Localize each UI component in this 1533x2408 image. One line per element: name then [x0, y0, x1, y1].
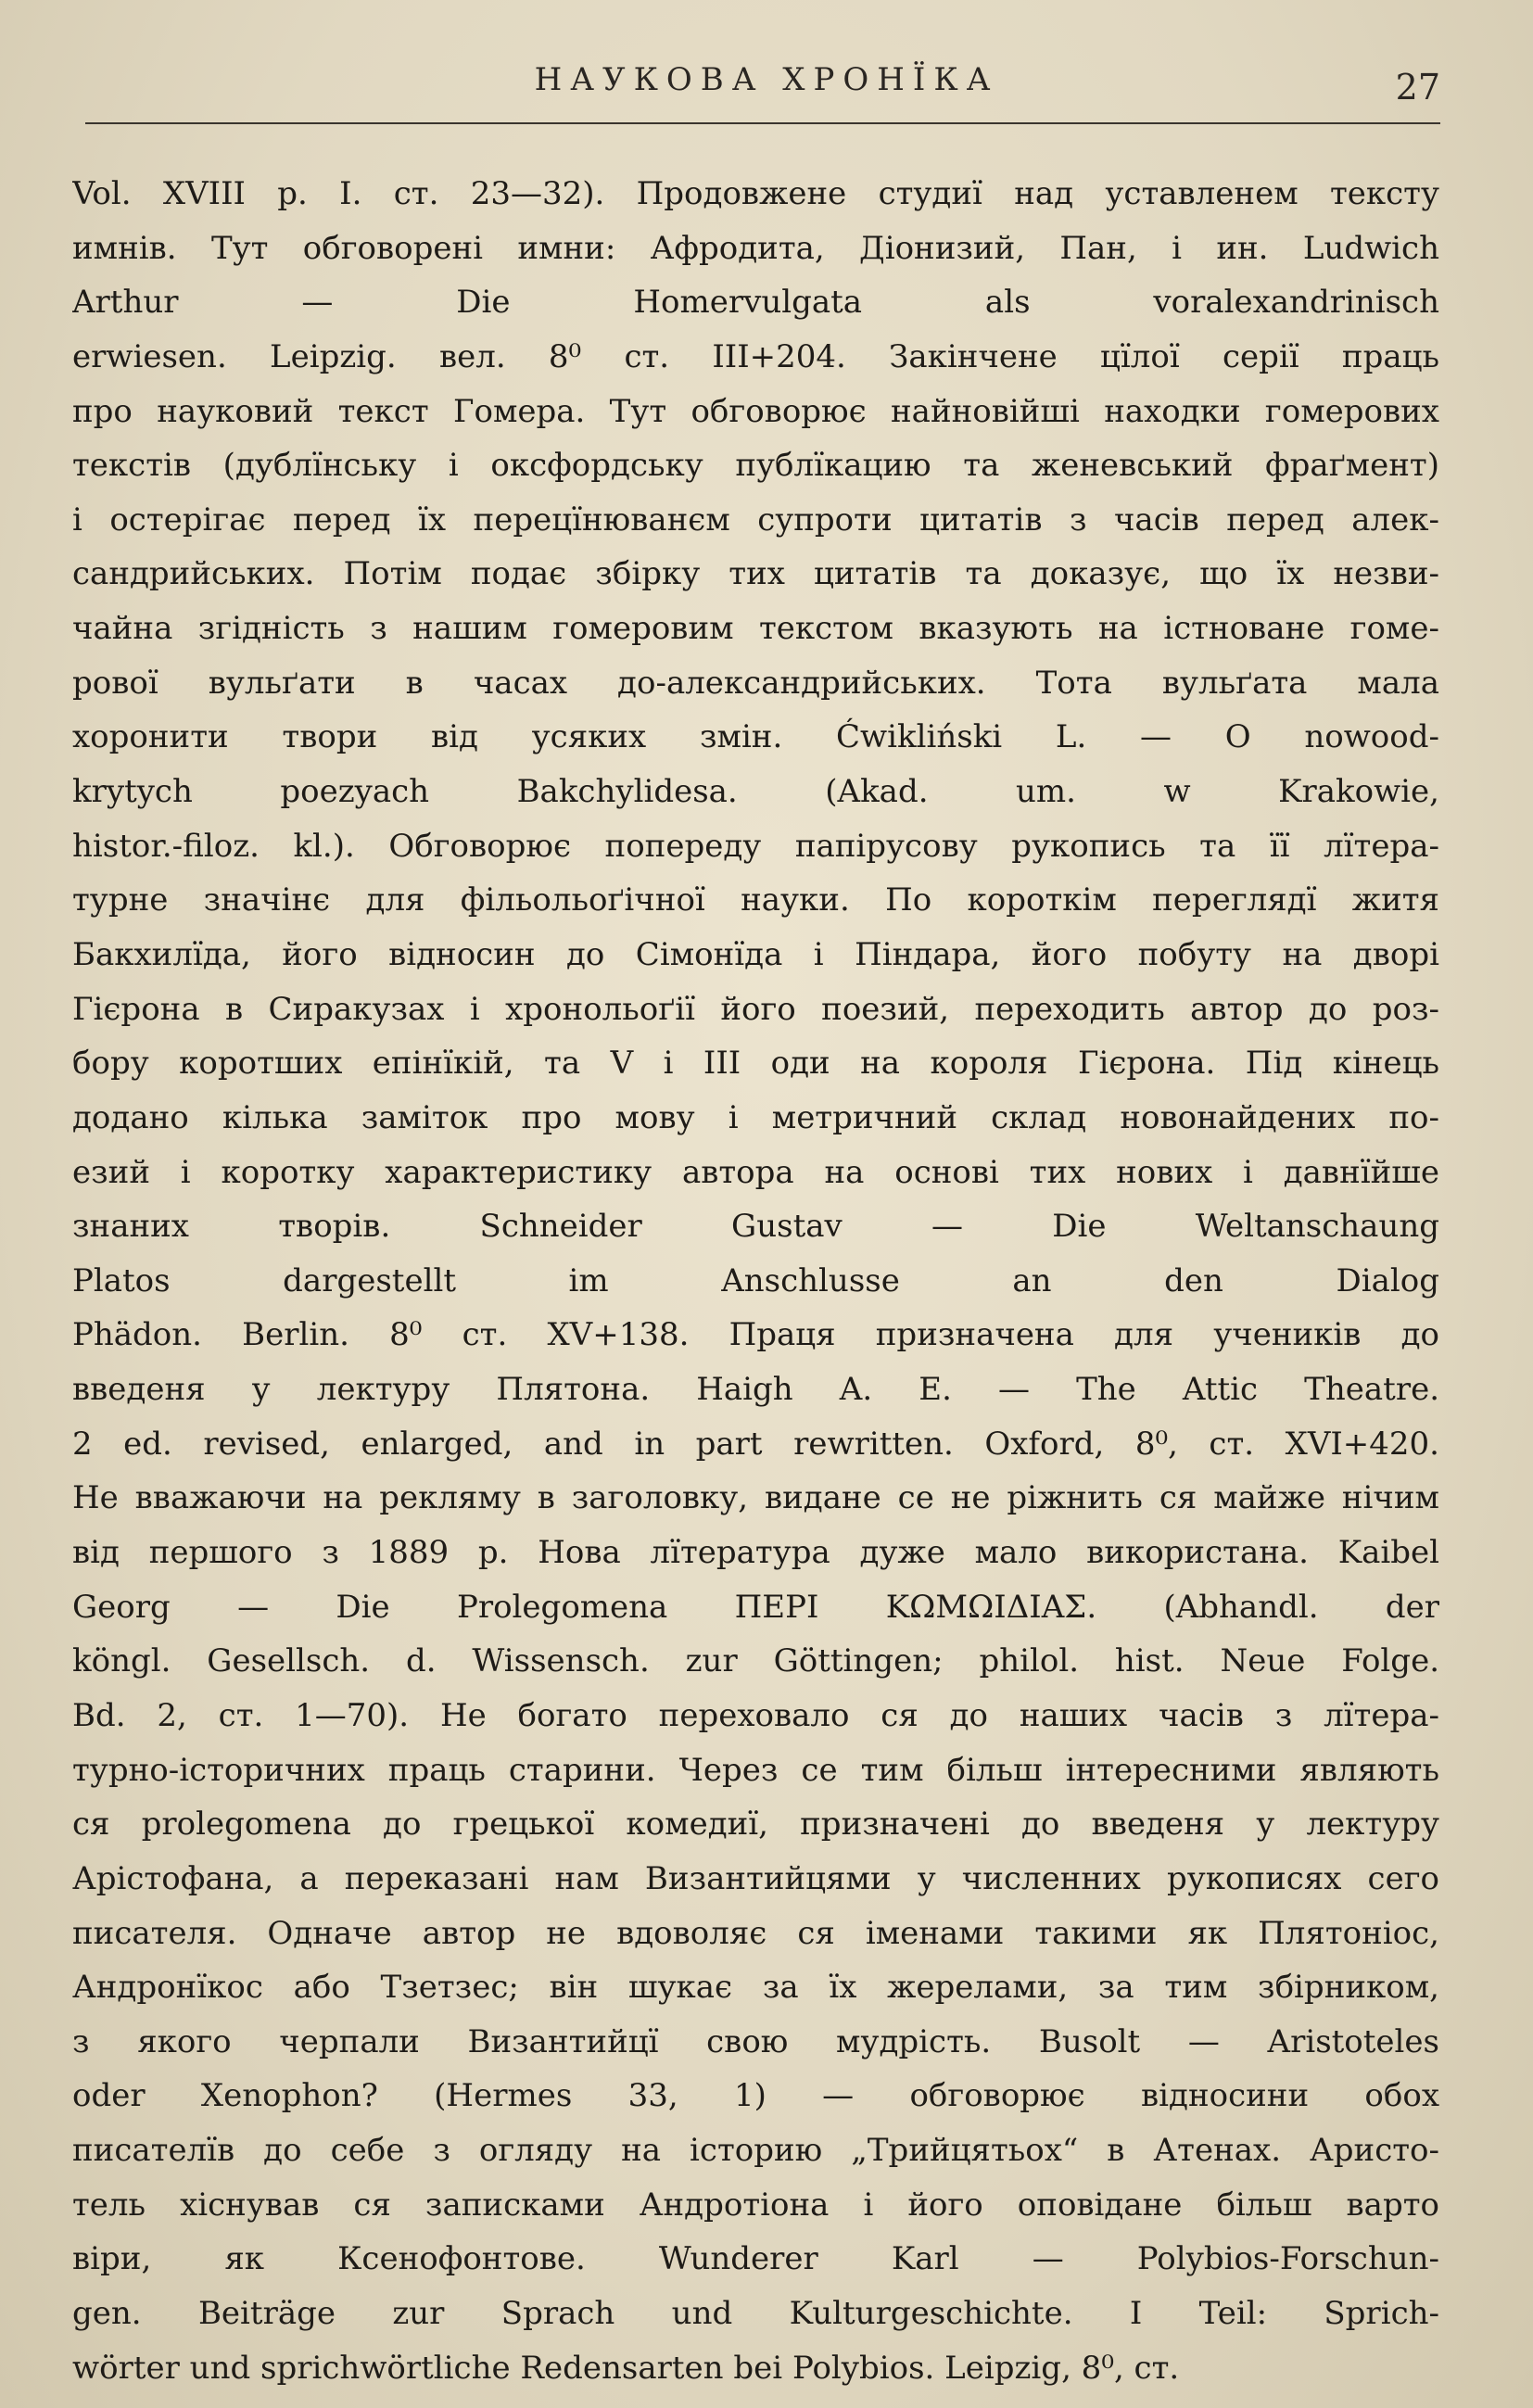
text-line: писателя. Одначе автор не вдоволяє ся іменами такими як Плятоніос,	[72, 1914, 1439, 1952]
text-line: знаних творів. Schneider Gustav — Die Weltanschaung	[72, 1208, 1439, 1246]
text-line: Не вважаючи на рекляму в заголовку, видане се не ріжнить ся майже нічим	[72, 1479, 1439, 1517]
text-line: Андронїкос або Тзетзес; він шукає за їх жерелами, за тим збірником,	[72, 1969, 1439, 2007]
text-line: і остерігає перед їх перецїнюванєм супроти цитатів з часів перед алек-	[72, 501, 1439, 539]
body-text	[72, 167, 1439, 2395]
text-line: histor.-filoz. kl.). Обговорює попереду папірусову рукопись та її лїтера-	[72, 827, 1439, 865]
text-line: чайна згідність з нашим гомеровим текстом вказують на істноване гоме-	[72, 610, 1439, 648]
text-line: хоронити твори від усяких змін. Ćwikliński L. — O nowood-	[72, 718, 1439, 756]
text-line: Гієрона в Сиракузах і хронольоґії його поезий, переходить автор до роз-	[72, 990, 1439, 1028]
text-line: сандрийських. Потім подає збірку тих цитатів та доказує, що їх незви-	[72, 555, 1439, 593]
text-line: бору коротших епінїкій, та V і III оди на короля Гієрона. Під кінець	[72, 1045, 1439, 1083]
text-line: писателїв до себе з огляду на історию „Трийцятьох“ в Атенах. Аристо-	[72, 2132, 1439, 2170]
text-line: Platos dargestellt im Anschlusse an den Dialog	[72, 1261, 1439, 1299]
text-line: турно-історичних праць старини. Через се тим більш інтересними являють	[72, 1751, 1439, 1789]
text-line: oder Xenophon? (Hermes 33, 1) — обговорює відносини обох	[72, 2077, 1439, 2115]
text-line: köngl. Gesellsch. d. Wissensch. zur Göttingen; philol. hist. Neue Folge.	[72, 1642, 1439, 1680]
text-line: від першого з 1889 р. Нова лїтература дуже мало використана. Kaibel	[72, 1534, 1439, 1572]
text-line: Vol. XVIII p. I. ст. 23—32). Продовжене студиї над уставленем тексту	[72, 175, 1439, 212]
text-line: з якого черпали Византийцї свою мудрість. Busolt — Aristoteles	[72, 2022, 1439, 2060]
header-rule	[85, 122, 1440, 124]
text-line: Bd. 2, ст. 1—70). Не богато переховало ся до наших часів з лїтера-	[72, 1696, 1439, 1734]
running-head	[0, 56, 1533, 120]
text-line: тель хіснував ся записками Андротіона і його оповідане більш варто	[72, 2186, 1439, 2224]
text-line: додано кілька заміток про мову і метричний склад новонайдених по-	[72, 1098, 1439, 1136]
text-line: віри, як Ксенофонтове. Wunderer Karl — Polybios-Forschun-	[72, 2240, 1439, 2278]
text-line: езий і коротку характеристику автора на основі тих нових і давнїйше	[72, 1153, 1439, 1191]
text-line: про науковий текст Гомера. Тут обговорює найновійші находки гомерових	[72, 392, 1439, 430]
text-line: Arthur — Die Homervulgata als voralexandrinisch	[72, 284, 1439, 322]
page-number: 27	[1395, 67, 1440, 108]
text-line: krytych poezyach Bakchylidesa. (Akad. um. w Krakowie,	[72, 773, 1439, 811]
text-line: турне значінє для фільольоґічної науки. По короткім переглядї житя	[72, 881, 1439, 919]
text-line: имнів. Тут обговорені имни: Афродита, Діонизий, Пан, і ин. Ludwich	[72, 229, 1439, 267]
text-line: Бакхилїда, його відносин до Сімонїда і Піндара, його побуту на дворі	[72, 935, 1439, 973]
text-line: gen. Beiträge zur Sprach und Kulturgeschichte. I Teil: Sprich-	[72, 2294, 1439, 2332]
text-line: 2 ed. revised, enlarged, and in part rewritten. Oxford, 8⁰, ст. XVI+420.	[72, 1425, 1439, 1463]
running-title: НАУКОВА ХРОНЇКА	[534, 61, 999, 98]
text-line: ся prolegomena до грецької комедиї, призначені до введеня у лектуру	[72, 1806, 1439, 1844]
text-line: Phädon. Berlin. 8⁰ ст. XV+138. Праця призначена для учеників до	[72, 1316, 1439, 1354]
text-line: текстів (дублїнську і оксфордську публїкацию та женевський фраґмент)	[72, 447, 1439, 485]
text-line: wörter und sprichwörtliche Redensarten bei Polybios. Leipzig, 8⁰, ст.	[72, 2349, 1180, 2387]
text-line: erwiesen. Leipzig. вел. 8⁰ ст. III+204. Закінчене цїлої серії праць	[72, 337, 1439, 375]
text-line: введеня у лектуру Плятона. Haigh A. E. — The Attic Theatre.	[72, 1371, 1439, 1409]
text-line: рової вульґати в часах до-александрийських. Тота вульґата мала	[72, 664, 1439, 702]
text-line: Georg — Die Prolegomena ΠΕΡΙ ΚΩΜΩΙΔΙΑΣ. (Abhandl. der	[72, 1588, 1439, 1626]
text-line: Арістофана, а переказані нам Византийцями у численних рукописях сего	[72, 1859, 1439, 1897]
